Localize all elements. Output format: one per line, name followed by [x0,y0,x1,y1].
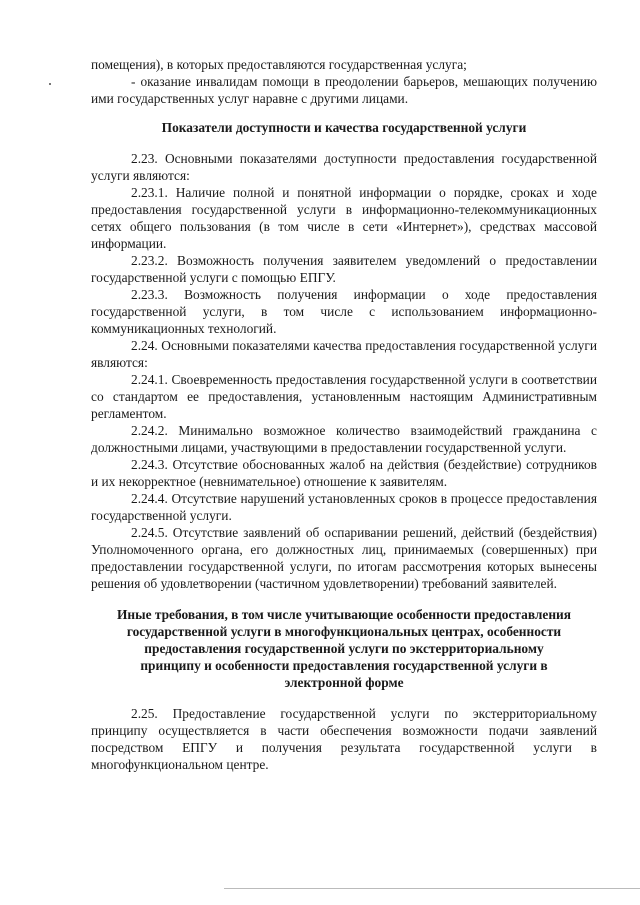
paragraph-2-23-1: 2.23.1. Наличие полной и понятной информации о порядке, сроках и ходе предоставления государственной услуги в информационно-телекоммуникационных сетях общего пользования (в том числе в сети «Интернет»), средствах массовой информации. [91,185,597,251]
paragraph-2-24-1: 2.24.1. Своевременность предоставления государственной услуги в соответствии со стандартом ее предоставления, установленным настоящим Административным регламентом. [91,372,597,421]
paragraph-2-24-4: 2.24.4. Отсутствие нарушений установленных сроков в процессе предоставления государственной услуги. [91,491,597,523]
paragraph-continuation: помещения), в которых предоставляются государственная услуга; [91,57,467,72]
section-heading-accessibility-quality: Показатели доступности и качества государственной услуги [161,120,527,135]
scan-bottom-edge-line [224,888,640,889]
paragraph-disability-assistance: - оказание инвалидам помощи в преодолении барьеров, мешающих получению ими государственных услуг наравне с другими лицами. [91,74,597,106]
paragraph-2-23: 2.23. Основными показателями доступности предоставления государственной услуги являются: [91,151,597,183]
scan-margin-mark [49,83,51,85]
paragraph-2-23-3: 2.23.3. Возможность получения информации о ходе предоставления государственной услуги, в том числе с использованием информационно-коммуникационных технологий. [91,287,597,336]
paragraph-2-24-5: 2.24.5. Отсутствие заявлений об оспаривании решений, действий (бездействия) Уполномоченного органа, его должностных лиц, принимаемых (совершенных) при предоставлении государственной услуги, по итогам рассмотрения которых вынесены решения об удовлетворении (частичном удовлетворении) требований заявителей. [91,525,597,591]
paragraph-2-24-2: 2.24.2. Минимально возможное количество взаимодействий гражданина с должностными лицами, участвующими в предоставлении государственной услуги. [91,423,597,455]
section-heading-other-requirements: Иные требования, в том числе учитывающие особенности предоставления государственной услуги в многофункциональных центрах, особенности предоставления государственной услуги по экстерриториальному принципу и особенности предоставления государственной услуги в электронной форме [116,607,572,690]
paragraph-2-23-2: 2.23.2. Возможность получения заявителем уведомлений о предоставлении государственной услуги с помощью ЕПГУ. [91,253,597,285]
paragraph-2-25: 2.25. Предоставление государственной услуги по экстерриториальному принципу осуществляется в части обеспечения возможности подачи заявлений посредством ЕПГУ и получения результата государственной услуги в многофункциональном центре. [91,706,597,772]
paragraph-2-24-3: 2.24.3. Отсутствие обоснованных жалоб на действия (бездействие) сотрудников и их некорректное (невнимательное) отношение к заявителям. [91,457,597,489]
paragraph-2-24: 2.24. Основными показателями качества предоставления государственной услуги являются: [91,338,597,370]
document-body [91,56,597,773]
